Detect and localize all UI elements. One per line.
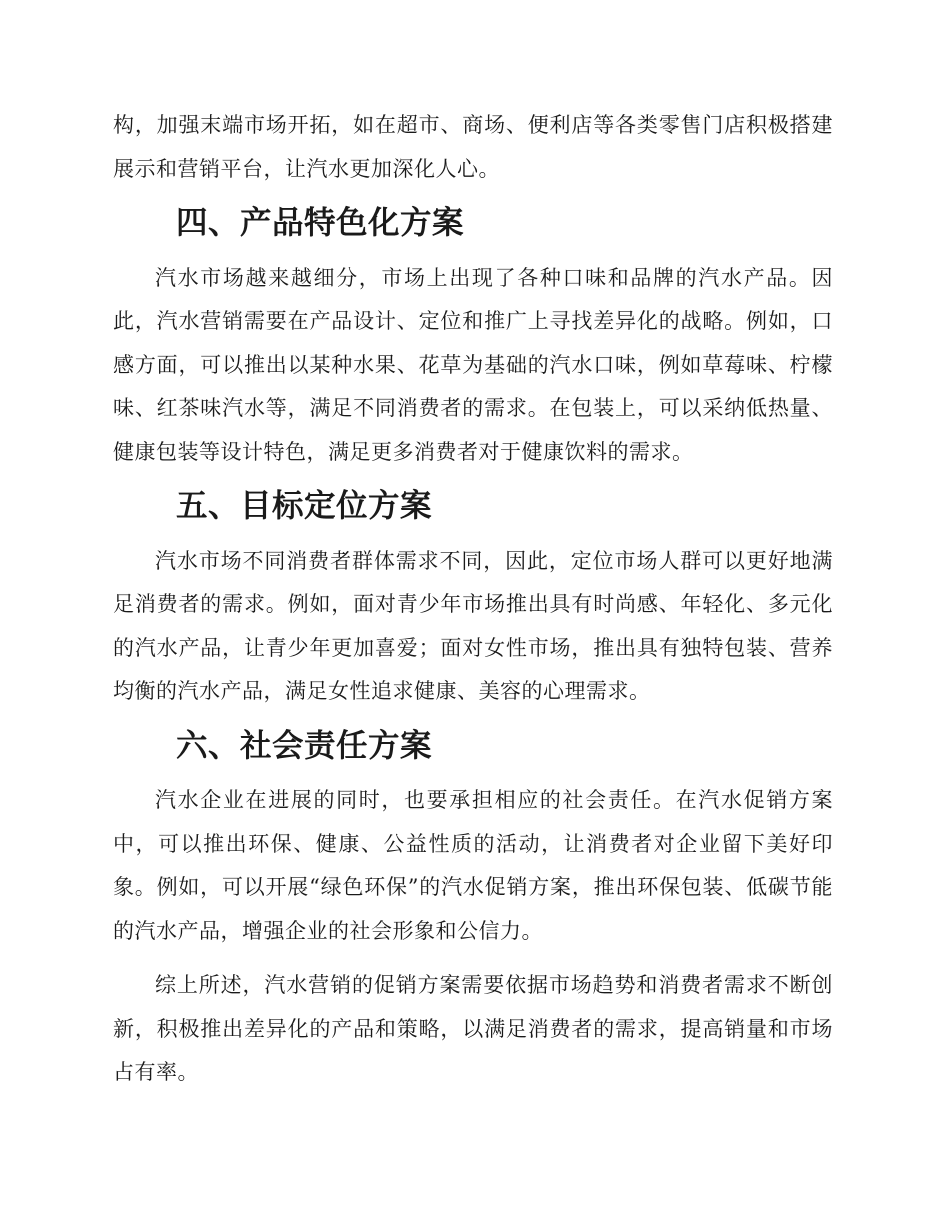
document-page	[113, 104, 833, 1106]
paragraph-continuation: 构，加强末端市场开拓，如在超市、商场、便利店等各类零售门店积极搭建展示和营销平台，让汽水更加深化人心。	[113, 113, 833, 181]
paragraph-conclusion: 综上所述，汽水营销的促销方案需要依据市场趋势和消费者需求不断创新，积极推出差异化的产品和策略，以满足消费者的需求，提高销量和市场占有率。	[113, 973, 833, 1084]
section-heading-6: 六、社会责任方案	[176, 727, 433, 764]
paragraph-product-differentiation: 汽水市场越来越细分，市场上出现了各种口味和品牌的汽水产品。因此，汽水营销需要在产品设计、定位和推广上寻找差异化的战略。例如，口感方面，可以推出以某种水果、花草为基础的汽水口味，例如草莓味、柠檬味、红茶味汽水等，满足不同消费者的需求。在包装上，可以采纳低热量、健康包装等设计特色，满足更多消费者对于健康饮料的需求。	[113, 265, 833, 464]
section-heading-4: 四、产品特色化方案	[176, 205, 465, 241]
section-heading-5: 五、目标定位方案	[176, 488, 433, 524]
paragraph-social-responsibility: 汽水企业在进展的同时，也要承担相应的社会责任。在汽水促销方案中，可以推出环保、健康、公益性质的活动，让消费者对企业留下美好印象。例如，可以开展“绿色环保”的汽水促销方案，推出环保包装、低碳节能的汽水产品，增强企业的社会形象和公信力。	[113, 788, 833, 943]
paragraph-target-positioning: 汽水市场不同消费者群体需求不同，因此，定位市场人群可以更好地满足消费者的需求。例如，面对青少年市场推出具有时尚感、年轻化、多元化的汽水产品，让青少年更加喜爱；面对女性市场，推出具有独特包装、营养均衡的汽水产品，满足女性追求健康、美容的心理需求。	[113, 548, 833, 703]
